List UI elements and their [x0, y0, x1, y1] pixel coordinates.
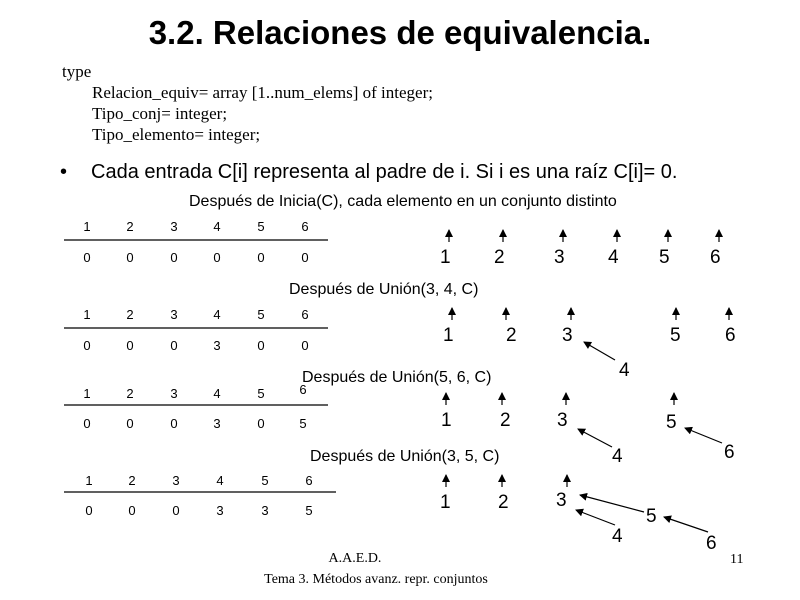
table-index-cell: 6: [299, 382, 307, 397]
caption-inicia: Después de Inicia(C), cada elemento en un conjunto distinto: [189, 193, 617, 210]
table-value-cell: 0: [126, 338, 134, 353]
table-value-cell: 0: [170, 416, 178, 431]
node-label: 4: [619, 360, 630, 381]
table-value-cell: 3: [261, 503, 269, 518]
footer-course: A.A.E.D.: [328, 551, 382, 566]
node-label: 3: [562, 325, 573, 346]
page-number: 11: [730, 552, 744, 567]
node-label: 6: [706, 533, 717, 554]
table-index-cell: 2: [126, 386, 134, 401]
table-index-cell: 3: [170, 219, 178, 234]
table-index-cell: 3: [170, 307, 178, 322]
table-value-cell: 0: [170, 250, 178, 265]
table-value-cell: 0: [126, 250, 134, 265]
node-label: 1: [441, 410, 452, 431]
table-index-cell: 5: [257, 386, 265, 401]
node-label: 1: [443, 325, 454, 346]
node-label: 2: [500, 410, 511, 431]
table-value-cell: 0: [83, 338, 91, 353]
table-index-cell: 2: [128, 473, 136, 488]
node-label: 5: [670, 325, 681, 346]
parent-arrow: [580, 495, 644, 512]
table-index-cell: 3: [172, 473, 180, 488]
table-index-cell: 6: [301, 307, 309, 322]
node-label: 4: [608, 247, 619, 268]
table-value-cell: 0: [83, 416, 91, 431]
table-index-cell: 5: [257, 307, 265, 322]
node-label: 2: [494, 247, 505, 268]
caption-union-5-6: Después de Unión(5, 6, C): [302, 369, 492, 386]
table-index-cell: 1: [83, 219, 91, 234]
code-tipo-conj: Tipo_conj= integer;: [92, 104, 228, 123]
code-relacion-equiv: Relacion_equiv= array [1..num_elems] of integer;: [92, 83, 433, 102]
table-value-cell: 0: [213, 250, 221, 265]
slide-title: 3.2. Relaciones de equivalencia.: [148, 14, 652, 51]
node-label: 1: [440, 247, 451, 268]
table-value-cell: 0: [172, 503, 180, 518]
node-label: 3: [557, 410, 568, 431]
table-value-cell: 0: [83, 250, 91, 265]
node-label: 5: [666, 412, 677, 433]
table-index-cell: 3: [170, 386, 178, 401]
node-label: 5: [646, 506, 657, 527]
parent-arrow: [576, 510, 615, 525]
table-value-cell: 0: [301, 338, 309, 353]
table-value-cell: 5: [305, 503, 313, 518]
table-index-cell: 2: [126, 307, 134, 322]
parent-arrow: [664, 517, 708, 532]
table-index-cell: 4: [216, 473, 224, 488]
bullet-dot: •: [60, 161, 68, 183]
node-label: 6: [725, 325, 736, 346]
table-value-cell: 0: [128, 503, 136, 518]
node-label: 5: [659, 247, 670, 268]
parent-arrow: [578, 429, 612, 447]
table-value-cell: 3: [213, 416, 221, 431]
table-value-cell: 3: [213, 338, 221, 353]
table-index-cell: 6: [301, 219, 309, 234]
table-index-cell: 6: [305, 473, 313, 488]
table-value-cell: 0: [126, 416, 134, 431]
table-index-cell: 1: [83, 307, 91, 322]
table-value-cell: 0: [301, 250, 309, 265]
table-index-cell: 4: [213, 219, 221, 234]
table-value-cell: 0: [170, 338, 178, 353]
table-value-cell: 0: [257, 338, 265, 353]
code-tipo-elemento: Tipo_elemento= integer;: [92, 125, 261, 144]
node-label: 2: [498, 492, 509, 513]
table-value-cell: 0: [85, 503, 93, 518]
node-label: 4: [612, 446, 623, 467]
table-index-cell: 4: [213, 386, 221, 401]
table-value-cell: 5: [299, 416, 307, 431]
table-value-cell: 0: [257, 250, 265, 265]
caption-union-3-5: Después de Unión(3, 5, C): [310, 448, 500, 465]
table-index-cell: 1: [83, 386, 91, 401]
node-label: 2: [506, 325, 517, 346]
node-label: 1: [440, 492, 451, 513]
table-index-cell: 2: [126, 219, 134, 234]
table-index-cell: 1: [85, 473, 93, 488]
table-index-cell: 4: [213, 307, 221, 322]
parent-arrow: [584, 342, 615, 360]
caption-union-3-4: Después de Unión(3, 4, C): [289, 281, 479, 298]
node-label: 4: [612, 526, 623, 547]
parent-arrow: [685, 428, 722, 443]
table-index-cell: 5: [257, 219, 265, 234]
node-label: 6: [724, 442, 735, 463]
node-label: 6: [710, 247, 721, 268]
table-value-cell: 0: [257, 416, 265, 431]
bullet-text: Cada entrada C[i] representa al padre de i. Si i es una raíz C[i]= 0.: [91, 161, 678, 183]
node-label: 3: [556, 490, 567, 511]
table-value-cell: 3: [216, 503, 224, 518]
table-index-cell: 5: [261, 473, 269, 488]
footer-topic: Tema 3. Métodos avanz. repr. conjuntos: [264, 572, 488, 587]
node-label: 3: [554, 247, 565, 268]
code-type-keyword: type: [62, 62, 92, 81]
